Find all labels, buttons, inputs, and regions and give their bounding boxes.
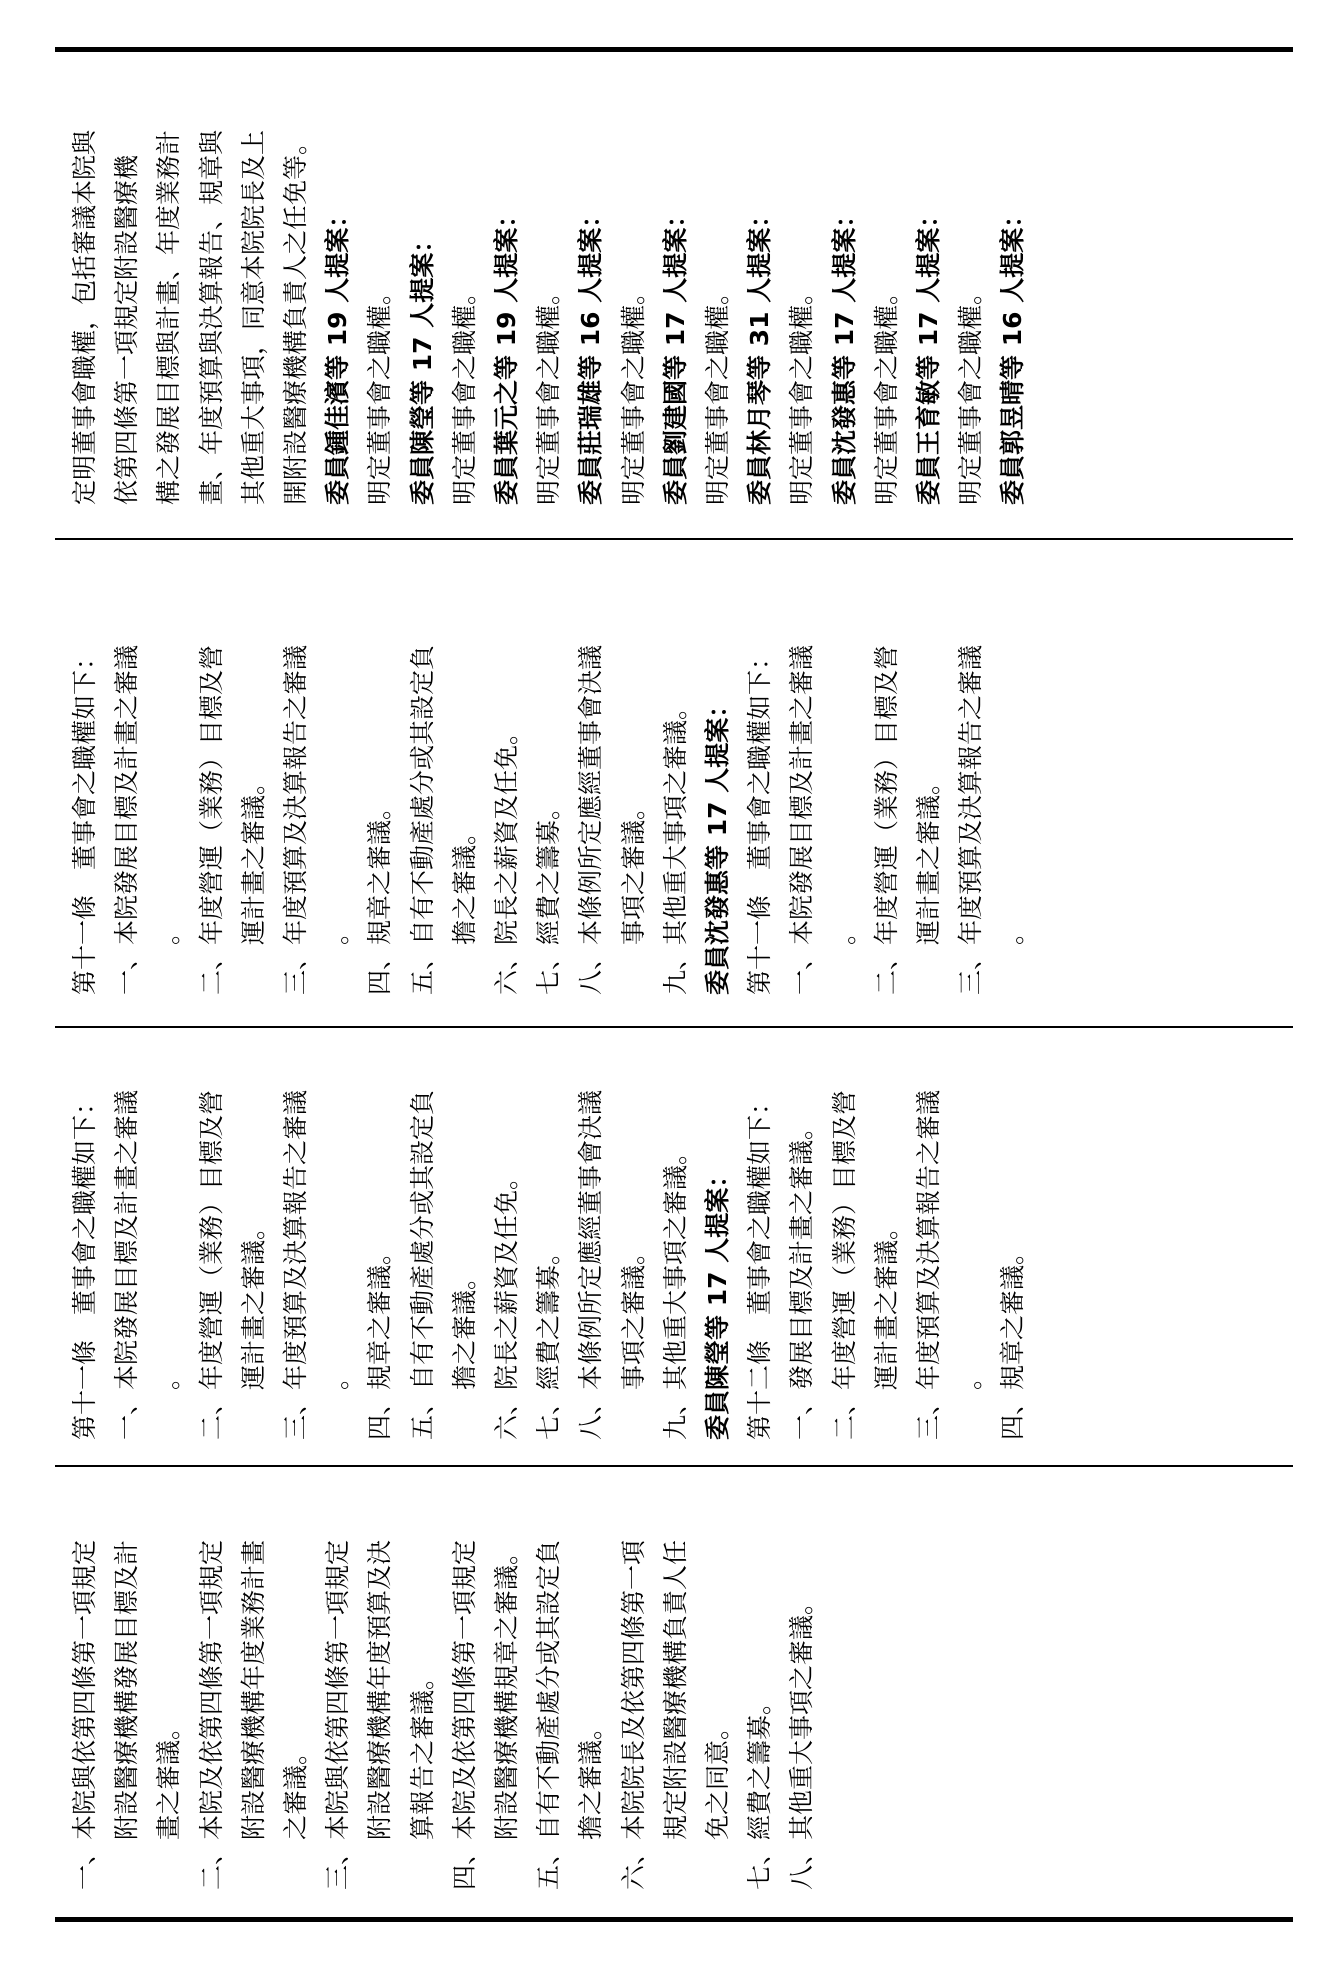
text-line: 二、年度營運（業務）目標及營 bbox=[196, 1089, 226, 1440]
text-line: 七、經費之籌募。 bbox=[534, 794, 564, 995]
text-line: 明定董事會之職權。 bbox=[365, 279, 395, 505]
text-line: 二、年度營運（業務）目標及營 bbox=[871, 644, 901, 995]
proposal-heading: 委員莊瑞雄等 16 人提案： bbox=[576, 202, 606, 505]
text-line: 明定董事會之職權。 bbox=[703, 279, 732, 505]
text-line: 三、年度預算及決算報告之審議 bbox=[281, 644, 310, 995]
text-line: 三、年度預算及決算報告之審議 bbox=[281, 1089, 310, 1440]
text-line: 九、其他重大事項之審議。 bbox=[660, 694, 690, 995]
text-line: 一、本院發展目標及計畫之審議 bbox=[112, 644, 142, 995]
text-line: 其他重大事項，同意本院院長及上 bbox=[238, 129, 268, 505]
text-line: 九、其他重大事項之審議。 bbox=[660, 1139, 690, 1440]
text-line: 定明董事會職權，包括審議本院與 bbox=[70, 129, 99, 505]
text-line: 八、本條例所定應經董事會決議 bbox=[576, 1089, 606, 1440]
proposal-heading: 委員鍾佳濱等 19 人提案： bbox=[323, 202, 353, 505]
text-line: 。 bbox=[154, 1364, 184, 1440]
text-line: 二、本院及依第四條第一項規定 bbox=[196, 1539, 226, 1890]
text-line: 擔之審議。 bbox=[449, 1264, 479, 1440]
proposal-heading: 委員陳瑩等 17 人提案： bbox=[703, 1162, 732, 1440]
text-line: 四、規章之審議。 bbox=[365, 1239, 395, 1440]
text-line: 六、院長之薪資及任免。 bbox=[492, 1164, 521, 1440]
text-line: 。 bbox=[154, 919, 184, 995]
text-line: 事項之審議。 bbox=[618, 794, 648, 995]
text-line: 七、經費之籌募。 bbox=[745, 1689, 775, 1890]
text-line: 四、規章之審議。 bbox=[998, 1239, 1028, 1440]
text-line: 第十一條 董事會之職權如下： bbox=[745, 644, 775, 995]
text-line: 附設醫療機構年度預算及決 bbox=[365, 1539, 395, 1890]
text-line: 三、年度預算及決算報告之審議 bbox=[956, 644, 986, 995]
text-line: 三、年度預算及決算報告之審議 bbox=[914, 1089, 943, 1440]
proposal-heading: 委員葉元之等 19 人提案： bbox=[492, 202, 521, 505]
text-line: 開附設醫療機構負責人之任免等。 bbox=[281, 129, 310, 505]
text-line: 一、本院發展目標及計畫之審議 bbox=[787, 644, 817, 995]
text-line: 。 bbox=[956, 1364, 986, 1440]
text-line: 八、本條例所定應經董事會決議 bbox=[576, 644, 606, 995]
text-line: 五、自有不動產處分或其設定負 bbox=[534, 1539, 564, 1890]
text-line: 。 bbox=[829, 919, 859, 995]
text-line: 明定董事會之職權。 bbox=[956, 279, 986, 505]
text-line: 算報告之審議。 bbox=[407, 1664, 437, 1890]
text-line: 畫之審議。 bbox=[154, 1714, 184, 1890]
text-line: 四、本院及依第四條第一項規定 bbox=[449, 1539, 479, 1890]
text-line: 附設醫療機構規章之審議。 bbox=[492, 1539, 521, 1890]
text-line: 明定董事會之職權。 bbox=[534, 279, 564, 505]
text-line: 七、經費之籌募。 bbox=[534, 1239, 564, 1440]
text-line: 四、規章之審議。 bbox=[365, 794, 395, 995]
proposal-heading: 委員沈發惠等 17 人提案： bbox=[829, 202, 859, 505]
proposal-heading: 委員陳瑩等 17 人提案： bbox=[407, 227, 437, 505]
text-line: 擔之審議。 bbox=[576, 1714, 606, 1890]
text-line: 明定董事會之職權。 bbox=[449, 279, 479, 505]
text-line: 一、本院與依第四條第一項規定 bbox=[70, 1539, 99, 1890]
text-line: 六、院長之薪資及任免。 bbox=[492, 719, 521, 995]
text-line: 畫、年度預算與決算報告、規章與 bbox=[196, 129, 226, 505]
text-line: 附設醫療機構發展目標及計 bbox=[112, 1539, 142, 1890]
proposal-heading: 委員林月琴等 31 人提案： bbox=[745, 202, 775, 505]
text-line: 擔之審議。 bbox=[449, 819, 479, 995]
text-line: 二、年度營運（業務）目標及營 bbox=[196, 644, 226, 995]
text-line: 運計畫之審議。 bbox=[871, 1214, 901, 1440]
text-line: 免之同意。 bbox=[703, 1714, 732, 1890]
proposal-heading: 委員郭昱晴等 16 人提案： bbox=[998, 202, 1028, 505]
text-line: 明定董事會之職權。 bbox=[787, 279, 817, 505]
proposal-heading: 委員沈發惠等 17 人提案： bbox=[703, 692, 732, 995]
text-line: 第十一條 董事會之職權如下： bbox=[70, 644, 99, 995]
text-line: 一、本院發展目標及計畫之審議 bbox=[112, 1089, 142, 1440]
text-line: 二、年度營運（業務）目標及營 bbox=[829, 1089, 859, 1440]
text-line: 依第四條第一項規定附設醫療機 bbox=[112, 154, 142, 505]
text-line: 明定董事會之職權。 bbox=[871, 279, 901, 505]
text-line: 明定董事會之職權。 bbox=[618, 279, 648, 505]
text-line: 附設醫療機構年度業務計畫 bbox=[238, 1539, 268, 1890]
text-line: 運計畫之審議。 bbox=[238, 769, 268, 995]
text-line: 。 bbox=[323, 919, 353, 995]
proposal-heading: 委員王育敏等 17 人提案： bbox=[914, 202, 943, 505]
text-line: 運計畫之審議。 bbox=[238, 1214, 268, 1440]
text-line: 運計畫之審議。 bbox=[914, 769, 943, 995]
text-line: 第十二條 董事會之職權如下： bbox=[745, 1089, 775, 1440]
text-line: 八、其他重大事項之審議。 bbox=[787, 1589, 817, 1890]
text-line: 構之發展目標與計畫、年度業務計 bbox=[154, 129, 184, 505]
text-line: 事項之審議。 bbox=[618, 1239, 648, 1440]
text-line: 之審議。 bbox=[281, 1739, 310, 1890]
text-line: 。 bbox=[323, 1364, 353, 1440]
text-line: 規定附設醫療機構負責人任 bbox=[660, 1539, 690, 1890]
proposal-heading: 委員劉建國等 17 人提案： bbox=[660, 202, 690, 505]
text-line: 。 bbox=[998, 919, 1028, 995]
text-line: 六、本院院長及依第四條第一項 bbox=[618, 1539, 648, 1890]
text-line: 第十一條 董事會之職權如下： bbox=[70, 1089, 99, 1440]
text-line: 一、發展目標及計畫之審議。 bbox=[787, 1114, 817, 1440]
text-line: 三、本院與依第四條第一項規定 bbox=[323, 1539, 353, 1890]
text-line: 五、自有不動產處分或其設定負 bbox=[407, 1089, 437, 1440]
text-line: 五、自有不動產處分或其設定負 bbox=[407, 644, 437, 995]
